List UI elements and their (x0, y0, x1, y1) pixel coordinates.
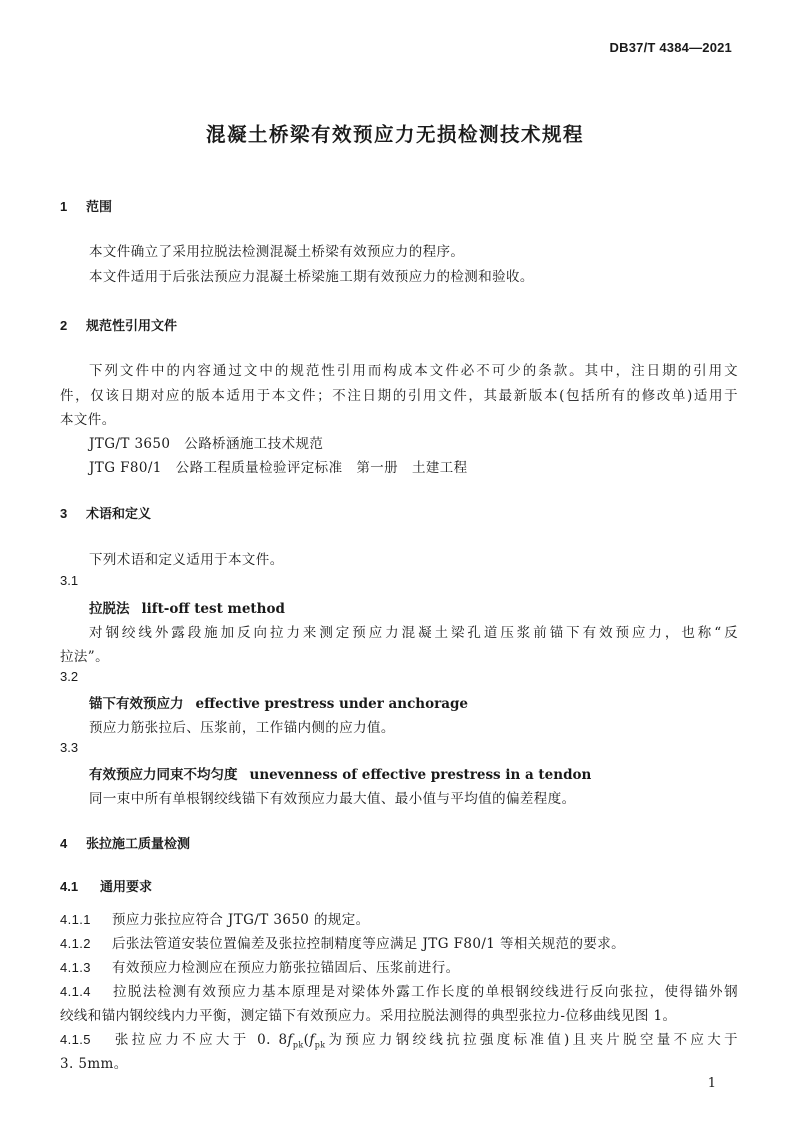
term-heading (89, 763, 591, 783)
clause-4-1-3 (60, 956, 460, 976)
clause-4-1-2 (60, 932, 625, 952)
clause-text: 后张法管道安装位置偏差及张拉控制精度等应满足 JTG F80/1 等相关规范的要求。 (112, 936, 626, 952)
term-cn: 锚下有效预应力 (89, 696, 184, 711)
section-title: 范围 (86, 199, 113, 214)
subsection-number: 4.1 (60, 879, 79, 894)
clause-4-1-1 (60, 908, 370, 928)
section-3-heading (60, 503, 151, 522)
clause-number: 4.1.4 (60, 984, 91, 999)
clause-text-c: 为预应力钢绞线抗拉强度标准值)且夹片脱空量不应大于 (325, 1032, 738, 1048)
symbol-f: f (309, 1032, 315, 1048)
section-2-heading (60, 315, 177, 334)
clause-4-1-4-line1 (60, 980, 738, 1000)
section-number: 2 (60, 318, 68, 333)
term-definition: 对钢绞线外露段施加反向拉力来测定预应力混凝土梁孔道压浆前锚下有效预应力，也称“反 (89, 625, 738, 641)
term-en: effective prestress under anchorage (195, 696, 469, 712)
subsection-title: 通用要求 (100, 879, 153, 894)
paragraph: 本文件确立了采用拉脱法检测混凝土桥梁有效预应力的程序。 (89, 244, 465, 260)
clause-number: 4.1.1 (60, 912, 91, 927)
term-en: unevenness of effective prestress in a tendon (249, 767, 592, 783)
clause-text: 预应力张拉应符合 JTG/T 3650 的规定。 (112, 912, 370, 928)
section-1-heading (60, 196, 112, 215)
section-number: 1 (60, 199, 68, 214)
section-title: 张拉施工质量检测 (86, 836, 191, 851)
section-title: 规范性引用文件 (86, 318, 178, 333)
symbol-pk-subscript: pk (292, 1040, 304, 1050)
term-cn: 拉脱法 (89, 601, 130, 616)
term-definition: 同一束中所有单根钢绞线锚下有效预应力最大值、最小值与平均值的偏差程度。 (89, 791, 576, 807)
clause-text-a: 张拉应力不应大于 0. 8 (112, 1032, 288, 1048)
section-title: 术语和定义 (86, 506, 152, 521)
paragraph-line: 下列文件中的内容通过文中的规范性引用而构成本文件必不可少的条款。其中，注日期的引用文 (89, 363, 738, 379)
term-definition: 拉法”。 (60, 649, 110, 665)
clause-4-1-4-line2: 绞线和锚内钢绞线内力平衡，测定锚下有效预应力。采用拉脱法测得的典型张拉力-位移曲线见图 1。 (60, 1008, 677, 1024)
paragraph-line: 件，仅该日期对应的版本适用于本文件；不注日期的引用文件，其最新版本(包括所有的修改单)适用于 (60, 388, 738, 404)
clause-number: 4.1.5 (60, 1032, 91, 1047)
term-heading (89, 692, 468, 712)
term-number: 3.1 (60, 573, 79, 588)
reference-item: JTG F80/1 公路工程质量检验评定标准 第一册 土建工程 (89, 460, 468, 476)
term-cn: 有效预应力同束不均匀度 (89, 767, 238, 782)
clause-paren: ( (303, 1032, 310, 1048)
subsection-4-1-heading (60, 876, 152, 895)
term-definition: 预应力筋张拉后、压浆前，工作锚内侧的应力值。 (89, 720, 395, 736)
page-number: 1 (707, 1076, 716, 1091)
paragraph: 下列术语和定义适用于本文件。 (89, 552, 284, 568)
term-en: lift-off test method (141, 601, 285, 617)
reference-item: JTG/T 3650 公路桥涵施工技术规范 (89, 436, 324, 452)
clause-4-1-5-line1 (60, 1028, 738, 1050)
term-heading (89, 597, 285, 617)
document-title: 混凝土桥梁有效预应力无损检测技术规程 (205, 124, 584, 146)
clause-text: 有效预应力检测应在预应力筋张拉锚固后、压浆前进行。 (112, 960, 460, 976)
term-number: 3.2 (60, 669, 79, 684)
clause-number: 4.1.3 (60, 960, 91, 975)
symbol-pk-subscript: pk (314, 1040, 326, 1050)
section-number: 4 (60, 836, 68, 851)
clause-4-1-5-line2: 3. 5mm。 (60, 1056, 128, 1072)
clause-number: 4.1.2 (60, 936, 91, 951)
standard-code: DB37/T 4384—2021 (609, 40, 732, 55)
paragraph: 本文件适用于后张法预应力混凝土桥梁施工期有效预应力的检测和验收。 (89, 269, 534, 285)
symbol-f: f (287, 1032, 293, 1048)
section-number: 3 (60, 506, 68, 521)
paragraph-line: 本文件。 (60, 412, 116, 428)
clause-text: 拉脱法检测有效预应力基本原理是对梁体外露工作长度的单根钢绞线进行反向张拉，使得锚外钢 (112, 984, 738, 1000)
section-4-heading (60, 833, 190, 852)
term-number: 3.3 (60, 740, 79, 755)
